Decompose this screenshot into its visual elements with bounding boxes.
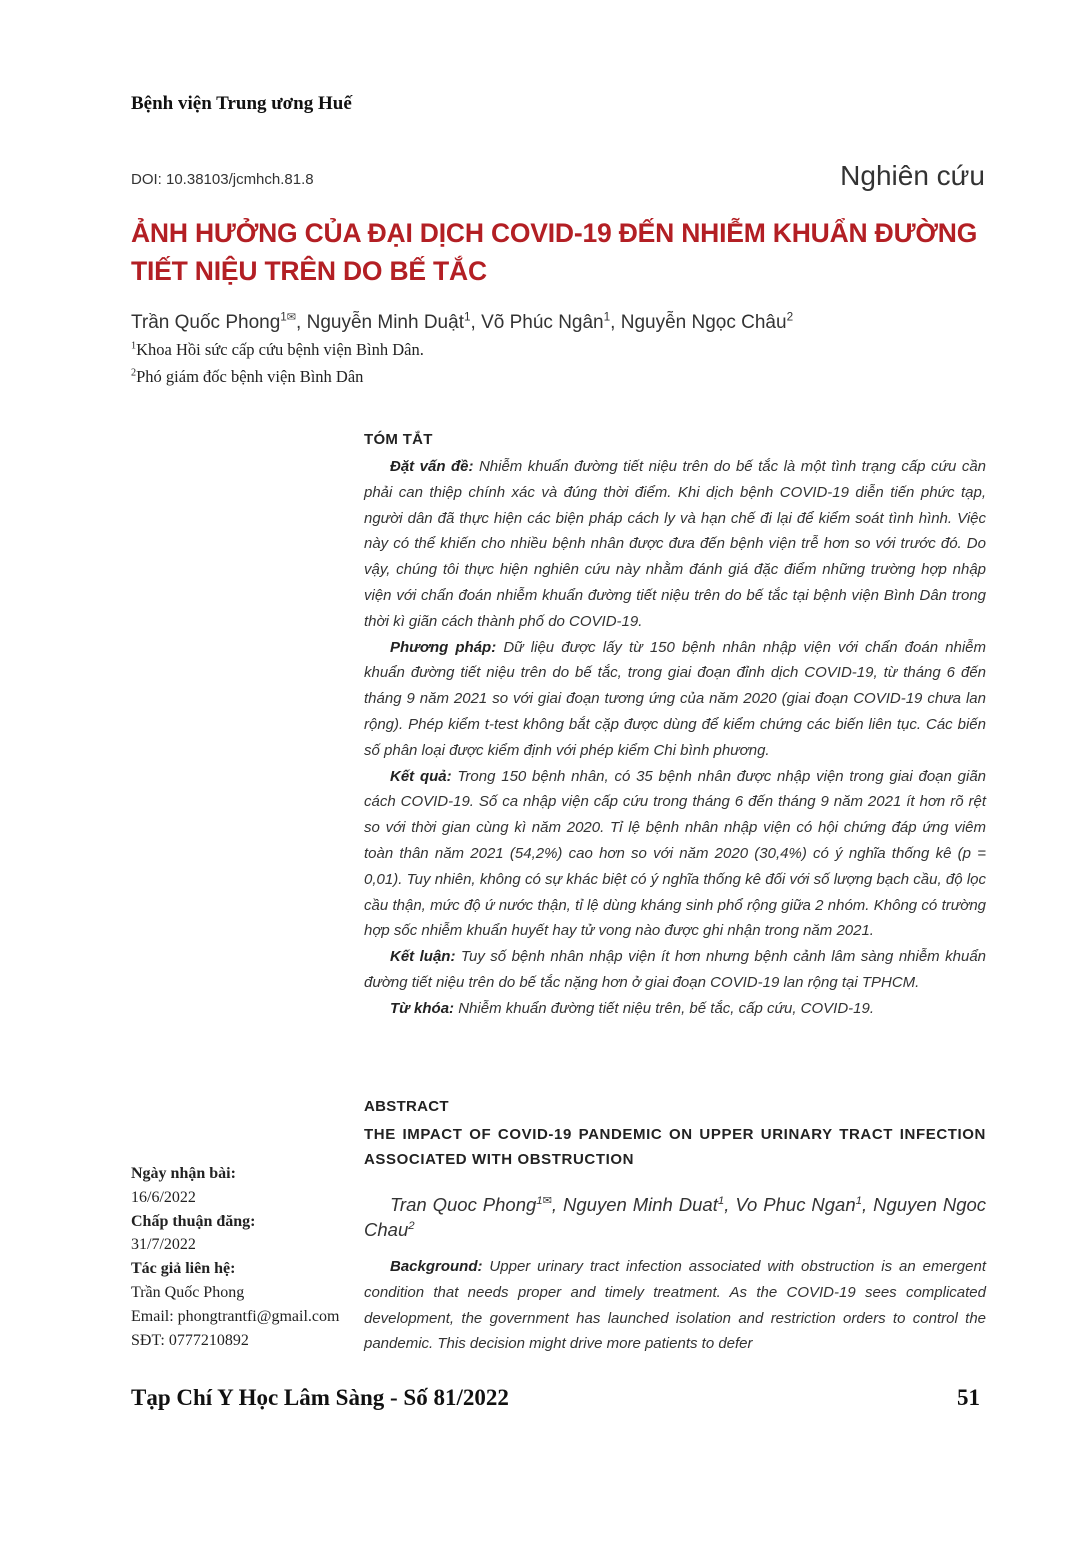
article-category: Nghiên cứu: [840, 160, 985, 191]
paragraph-text: Nhiễm khuẩn đường tiết niệu trên, bế tắc, cấp cứu, COVID-19.: [454, 999, 875, 1017]
author-separator: ,: [296, 312, 307, 333]
paragraph-text: Tuy số bệnh nhân nhập viện ít hơn nhưng bệnh cảnh lâm sàng nhiễm khuẩn đường tiết niệu trên do bế tắc nặng hơn ở giai đoạn COVID-19 lan rộng tại TPHCM.: [364, 948, 986, 991]
footer-journal-name: Tạp Chí Y Học Lâm Sàng - Số 81/2022: [131, 1385, 509, 1410]
paragraph-label: Đặt vấn đề:: [390, 458, 474, 475]
paragraph-text: Trong 150 bệnh nhân, có 35 bệnh nhân được nhập viện trong giai đoạn giãn cách COVID-19. Số ca nhập viện cấp cứu trong tháng 6 đến tháng 9 năm 2021 ít hơn rõ rệt so với thời gian cùng kì năm 2020. Tỉ lệ bệnh nhân nhập viện có hội chứng đáp ứng viêm toàn thân năm 2021 (54,2%) cao hơn so với năm 2020 (30,4%) có ý nghĩa thống kê (p = 0,01). Tuy nhiên, không có sự khác biệt có ý nghĩa thống kê đối với số lượng bạch cầu, độ lọc cầu thận, mức độ ứ nước thận, tỉ lệ dùng kháng sinh phổ rộng giữa 2 nhóm. Không có trường hợp sốc nhiễm khuẩn huyết hay tử vong nào được ghi nhận trong năm 2021.: [364, 767, 986, 940]
affiliation-text: Khoa Hồi sức cấp cứu bệnh viện Bình Dân.: [136, 340, 424, 359]
doi-text: DOI: 10.38103/jcmhch.81.8: [131, 171, 314, 188]
author-affiliation-mark: 1: [280, 310, 287, 324]
paragraph-text: Dữ liệu được lấy từ 150 bệnh nhân nhập viện với chẩn đoán nhiễm khuẩn đường tiết niệu trên do bế tắc, trong giai đoạn đỉnh dịch COVID-19, từ tháng 6 đến tháng 9 năm 2021 so với giai đoạn tương ứng của năm 2020 (giai đoạn COVID-19 chưa lan rộng). Phép kiểm t-test không bắt cặp được dùng để kiểm chứng các biến liên tục. Các biến số phân loại được kiểm định với phép kiểm Chi bình phương.: [364, 638, 987, 759]
affiliation-number: 2: [131, 367, 137, 379]
author-affiliation-mark: 2: [408, 1219, 415, 1232]
affiliation-number: 1: [131, 340, 137, 352]
mail-icon: ✉: [542, 1194, 552, 1207]
accepted-date-label: Chấp thuận đăng:: [131, 1212, 256, 1230]
corresponding-author-phone: SĐT: 0777210892: [131, 1331, 249, 1349]
author-list: [131, 312, 793, 334]
affiliation-1: [131, 340, 424, 360]
author-entry: [621, 312, 793, 333]
paragraph-text: Upper urinary tract infection associated with obstruction is an emergent condition that needs proper and timely treatment. As the COVID-19 sees complicated development, the government has launched isolation and restriction orders to control the pandemic. This decision might drive more patients to defer: [364, 1258, 986, 1353]
corresponding-author-label: Tác giả liên hệ:: [131, 1260, 236, 1278]
page-number: 51: [957, 1385, 980, 1410]
abstract-paragraph-keywords: [364, 996, 986, 1022]
accepted-date-value: 31/7/2022: [131, 1236, 196, 1254]
author-entry: [131, 312, 307, 333]
paragraph-text: Nhiễm khuẩn đường tiết niệu trên do bế tắc là một tình trạng cấp cứu cần phải can thiệp chính xác và đúng thời điểm. Khi dịch bệnh COVID-19 diễn tiến phức tạp, người dân đã thực hiện các biện pháp cách ly và hạn chế đi lại để kiểm soát tình hình. Việc này có thể khiến cho nhiều bệnh nhân được đưa đến bệnh viện trễ hơn so với trước đó. Do vậy, chúng tôi thực hiện nghiên cứu này nhằm đánh giá đặc điểm những trường hợp nhập viện với chẩn đoán nhiễm khuẩn đường tiết niệu trên do bế tắc tại bệnh viện Bình Dân trong thời kì giãn cách thành phố do COVID-19.: [364, 458, 986, 630]
author-affiliation-mark: 1: [855, 1194, 863, 1207]
author-entry: [307, 312, 481, 333]
author-name: Nguyen Minh Duat: [563, 1194, 718, 1215]
received-date-value: 16/6/2022: [131, 1188, 196, 1206]
paragraph-label: Phương pháp:: [390, 638, 497, 656]
author-name: Tran Quoc Phong: [390, 1194, 537, 1215]
running-header: Bệnh viện Trung ương Huế: [131, 93, 352, 114]
paragraph-label: Background:: [390, 1258, 483, 1275]
author-affiliation-mark: 1: [463, 310, 471, 324]
paragraph-label: Từ khóa:: [390, 999, 455, 1017]
abstract-body: [364, 454, 986, 1022]
author-separator: ,: [551, 1194, 564, 1215]
author-separator: ,: [610, 312, 621, 333]
author-name: Nguyễn Minh Duật: [306, 312, 464, 333]
abstract-paragraph-methods: [364, 635, 986, 764]
abstract-paragraph-conclusion: [364, 944, 986, 996]
author-name: Võ Phúc Ngân: [481, 312, 604, 333]
mail-icon: ✉: [286, 311, 297, 324]
abstract-paragraph-background: [364, 454, 986, 635]
author-separator: ,: [470, 312, 482, 333]
author-affiliation-mark: 1: [603, 310, 611, 324]
english-title: THE IMPACT OF COVID-19 PANDEMIC ON UPPER URINARY TRACT INFECTION ASSOCIATED WITH OBSTRUCTION: [364, 1126, 986, 1168]
article-info-sidebar: [131, 1162, 361, 1352]
english-abstract-heading: ABSTRACT: [364, 1098, 449, 1115]
received-date-label: Ngày nhận bài:: [131, 1165, 236, 1182]
author-separator: ,: [724, 1194, 736, 1215]
abstract-heading: TÓM TẮT: [364, 431, 433, 448]
author-affiliation-mark: 1: [536, 1194, 543, 1207]
author-separator: ,: [862, 1194, 874, 1215]
article-title: ẢNH HƯỞNG CỦA ĐẠI DỊCH COVID-19 ĐẾN NHIỄM KHUẨN ĐƯỜNG TIẾT NIỆU TRÊN DO BẾ TẮC: [131, 218, 978, 286]
english-abstract-background: [364, 1254, 986, 1357]
english-author-list: [364, 1192, 986, 1242]
author-affiliation-mark: 1: [717, 1194, 725, 1207]
author-affiliation-mark: 2: [786, 310, 794, 324]
corresponding-author-email: Email: phongtrantfi@gmail.com: [131, 1307, 340, 1325]
author-name: Nguyen Ngoc Chau: [364, 1194, 987, 1240]
affiliation-2: [131, 367, 363, 387]
corresponding-author-name: Trần Quốc Phong: [131, 1283, 245, 1301]
author-entry: [481, 312, 621, 333]
affiliation-text: Phó giám đốc bệnh viện Bình Dân: [136, 367, 364, 386]
author-name: Nguyễn Ngọc Châu: [620, 312, 787, 333]
author-name: Vo Phuc Ngan: [735, 1194, 856, 1215]
abstract-paragraph-results: [364, 764, 986, 945]
paragraph-label: Kết quả:: [390, 767, 452, 785]
paragraph-label: Kết luận:: [390, 948, 456, 966]
author-name: Trần Quốc Phong: [131, 312, 281, 333]
